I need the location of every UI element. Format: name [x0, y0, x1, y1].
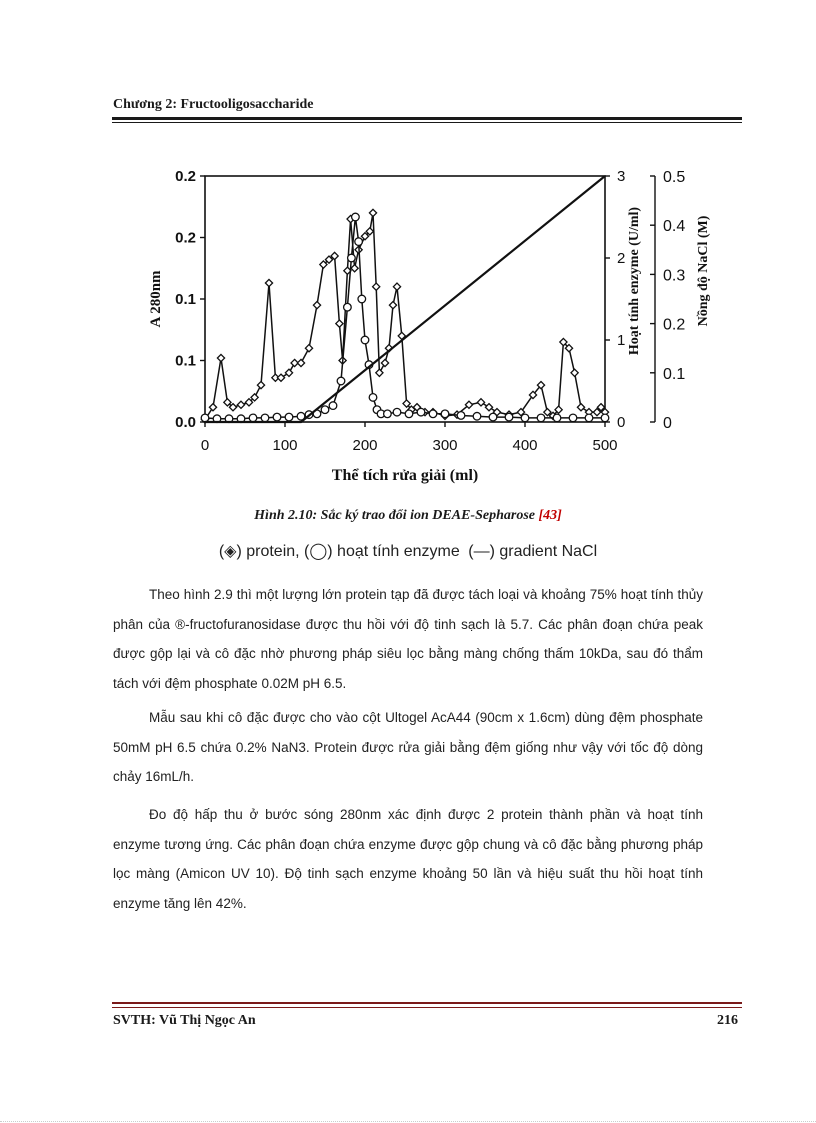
hoạt-tính-enzyme-point: [489, 413, 497, 421]
protein-point: [305, 345, 312, 352]
left-axis-title: A 280nm: [148, 270, 164, 328]
x-tick-label: 200: [352, 437, 378, 454]
hoạt-tính-enzyme-point: [361, 336, 369, 344]
hoạt-tính-enzyme-point: [537, 414, 545, 422]
left-tick-label: 0.1: [175, 291, 196, 308]
hoạt-tính-enzyme-point: [521, 414, 529, 422]
hoạt-tính-enzyme-point: [405, 410, 413, 418]
hoạt-tính-enzyme-point: [352, 213, 360, 221]
header-rule-thin: [112, 122, 742, 123]
protein-point: [373, 283, 380, 290]
protein-point: [237, 401, 244, 408]
hoạt-tính-enzyme-point: [344, 303, 352, 311]
hoạt-tính-enzyme-point: [505, 413, 513, 421]
protein-point: [336, 320, 343, 327]
hoạt-tính-enzyme-point: [553, 414, 561, 422]
nacl-axis-title: Nồng độ NaCl (M): [696, 215, 711, 327]
nacl-tick-label: 0.5: [663, 169, 686, 186]
protein-point: [376, 369, 383, 376]
hoạt-tính-enzyme-point: [569, 414, 577, 422]
nacl-tick-label: 0: [663, 415, 672, 432]
chapter-title: Chương 2: Fructooligosaccharide: [113, 97, 314, 112]
protein-point: [285, 369, 292, 376]
footer-rule-thick: [112, 1002, 742, 1004]
hoạt-tính-enzyme-point: [601, 414, 609, 422]
x-tick-label: 500: [592, 437, 618, 454]
page-number: 216: [717, 1013, 738, 1028]
figure-legend: [0, 541, 816, 561]
legend-gradient-text: (—) gradient NaCl: [468, 543, 598, 560]
hoạt-tính-enzyme-point: [457, 412, 465, 420]
protein-point: [381, 359, 388, 366]
enzyme-axis-title: Hoạt tính enzyme (U/ml): [627, 206, 642, 356]
paragraph-2: Mẫu sau khi cô đặc được cho vào cột Ultogel AcA44 (90cm x 1.6cm) dùng đệm phosphate 50mM pH 6.5 chứa 0.2% NaN3. Protein được rửa giải bằng đệm giống như vậy với tốc độ dòng chảy 16mL/h.: [113, 710, 703, 784]
figure-caption-text: Hình 2.10: Sắc ký trao đổi ion DEAE-Sepharose: [254, 508, 539, 523]
footer-rule-thin: [112, 1007, 742, 1008]
chromatography-chart: [140, 160, 711, 500]
protein-point: [485, 404, 492, 411]
paragraph-1: Theo hình 2.9 thì một lượng lớn protein tạp đã được tách loại và khoảng 75% hoạt tính thủy phân của ®-fructofuranosidase được thu hồi với độ tinh sạch là 5.7. Các phân đoạn chứa peak được gộp lại và cô đặc nhờ phương pháp siêu lọc bằng màng chống thấm 10kDa, sau đó thẩm tách với đệm phosphate 0.02M pH 6.5.: [113, 587, 703, 691]
hoạt-tính-enzyme-point: [384, 410, 392, 418]
legend-markers-text: (◈) protein, (◯) hoạt tính enzyme: [218, 543, 460, 560]
hoạt-tính-enzyme-point: [261, 414, 269, 422]
protein-point: [351, 265, 358, 272]
protein-point: [217, 354, 224, 361]
nacl-tick-label: 0.3: [663, 267, 686, 285]
protein-point: [257, 382, 264, 389]
footer-author: SVTH: Vũ Thị Ngọc An: [113, 1013, 256, 1028]
left-tick-label: 0.0: [175, 414, 196, 431]
hoạt-tính-enzyme-point: [348, 254, 356, 262]
right-tick-label: 1: [617, 332, 626, 349]
x-tick-label: 0: [200, 437, 210, 454]
hoạt-tính-enzyme-point: [249, 414, 257, 422]
protein-point: [297, 359, 304, 366]
hoạt-tính-enzyme-point: [369, 394, 377, 402]
header-rule-thick: [112, 117, 742, 120]
protein-point: [577, 404, 584, 411]
protein-point: [393, 283, 400, 290]
hoạt-tính-enzyme-point: [201, 414, 209, 422]
hoạt-tính-enzyme-point: [417, 408, 425, 416]
hoạt-tính-enzyme-point: [285, 413, 293, 421]
protein-point: [477, 399, 484, 406]
protein-point: [313, 302, 320, 309]
right-tick-label: 0: [617, 414, 626, 431]
left-tick-label: 0.2: [175, 229, 196, 247]
hoạt-tính-enzyme-point: [473, 412, 481, 420]
page-bottom-dotted-line: [0, 1121, 816, 1122]
hoạt-tính-enzyme-point: [393, 408, 401, 416]
paragraph-3: Đo độ hấp thu ở bước sóng 280nm xác định được 2 protein thành phần và hoạt tính enzyme tương ứng. Các phân đoạn chứa enzyme được gộp chung và cô đặc bằng phương pháp lọc màng (Amicon UV 10). Độ tinh sạch enzyme khoảng 50 lần và hiệu suất thu hồi hoạt tính enzyme tăng lên 42%.: [113, 807, 703, 911]
hoạt-tính-enzyme-point: [429, 410, 437, 418]
nacl-tick-label: 0.1: [663, 365, 686, 383]
figure-caption-reference: [43]: [538, 508, 562, 523]
hoạt-tính-enzyme-point: [355, 238, 363, 246]
x-tick-label: 400: [512, 437, 538, 454]
x-axis-title: Thể tích rửa giải (ml): [331, 467, 479, 484]
protein-point: [265, 279, 272, 286]
hoạt-tính-enzyme-point: [337, 377, 345, 385]
protein-line: [205, 213, 605, 420]
hoạt-tính-enzyme-point: [321, 406, 329, 414]
right-tick-label: 2: [617, 250, 626, 267]
hoạt-tính-enzyme-point: [441, 410, 449, 418]
right-tick-label: 3: [617, 168, 626, 185]
hoạt-tính-enzyme-point: [273, 413, 281, 421]
protein-point: [389, 302, 396, 309]
hoạt-tính-enzyme-point: [358, 295, 366, 303]
protein-point: [369, 209, 376, 216]
hoạt-tính-enzyme-point: [585, 414, 593, 422]
nacl-tick-label: 0.2: [663, 316, 686, 334]
hoạt-tính-enzyme-point: [329, 402, 337, 410]
protein-point: [277, 374, 284, 381]
nacl-tick-label: 0.4: [663, 218, 686, 236]
left-tick-label: 0.2: [175, 168, 196, 185]
left-tick-label: 0.1: [175, 352, 196, 370]
x-tick-label: 100: [272, 437, 298, 454]
figure-caption: [0, 508, 816, 524]
protein-point: [571, 369, 578, 376]
x-tick-label: 300: [432, 437, 458, 454]
